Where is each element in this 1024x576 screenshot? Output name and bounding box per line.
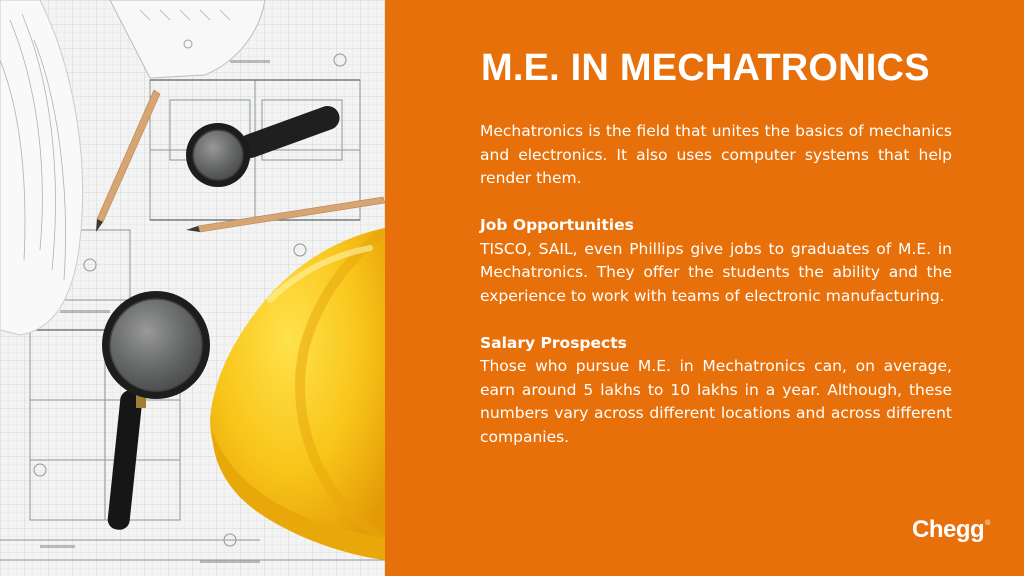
blueprint-photo xyxy=(0,0,385,576)
slide-body xyxy=(480,120,952,449)
content-panel xyxy=(385,0,1024,576)
trademark-mark: ® xyxy=(985,520,990,527)
salary-prospects-text: Those who pursue M.E. in Mechatronics can, on average, earn around 5 lakhs to 10 lakhs in a year. Although, these numbers vary across different locations and across different companies. xyxy=(480,357,952,446)
job-opportunities-heading: Job Opportunities xyxy=(480,216,634,234)
chegg-logo xyxy=(912,516,990,544)
salary-prospects-heading: Salary Prospects xyxy=(480,333,627,352)
chegg-logo-text: Chegg xyxy=(912,516,985,543)
job-opportunities-text: TISCO, SAIL, even Phillips give jobs to graduates of M.E. in Mechatronics. They offer the students the ability and the experience to work with teams of electronic manufacturing. xyxy=(480,239,952,305)
intro-paragraph: Mechatronics is the field that unites the basics of mechanics and electronics. It also uses computer systems that help render them. xyxy=(480,122,952,187)
slide-title: M.E. IN MECHATRONICS xyxy=(481,47,930,89)
